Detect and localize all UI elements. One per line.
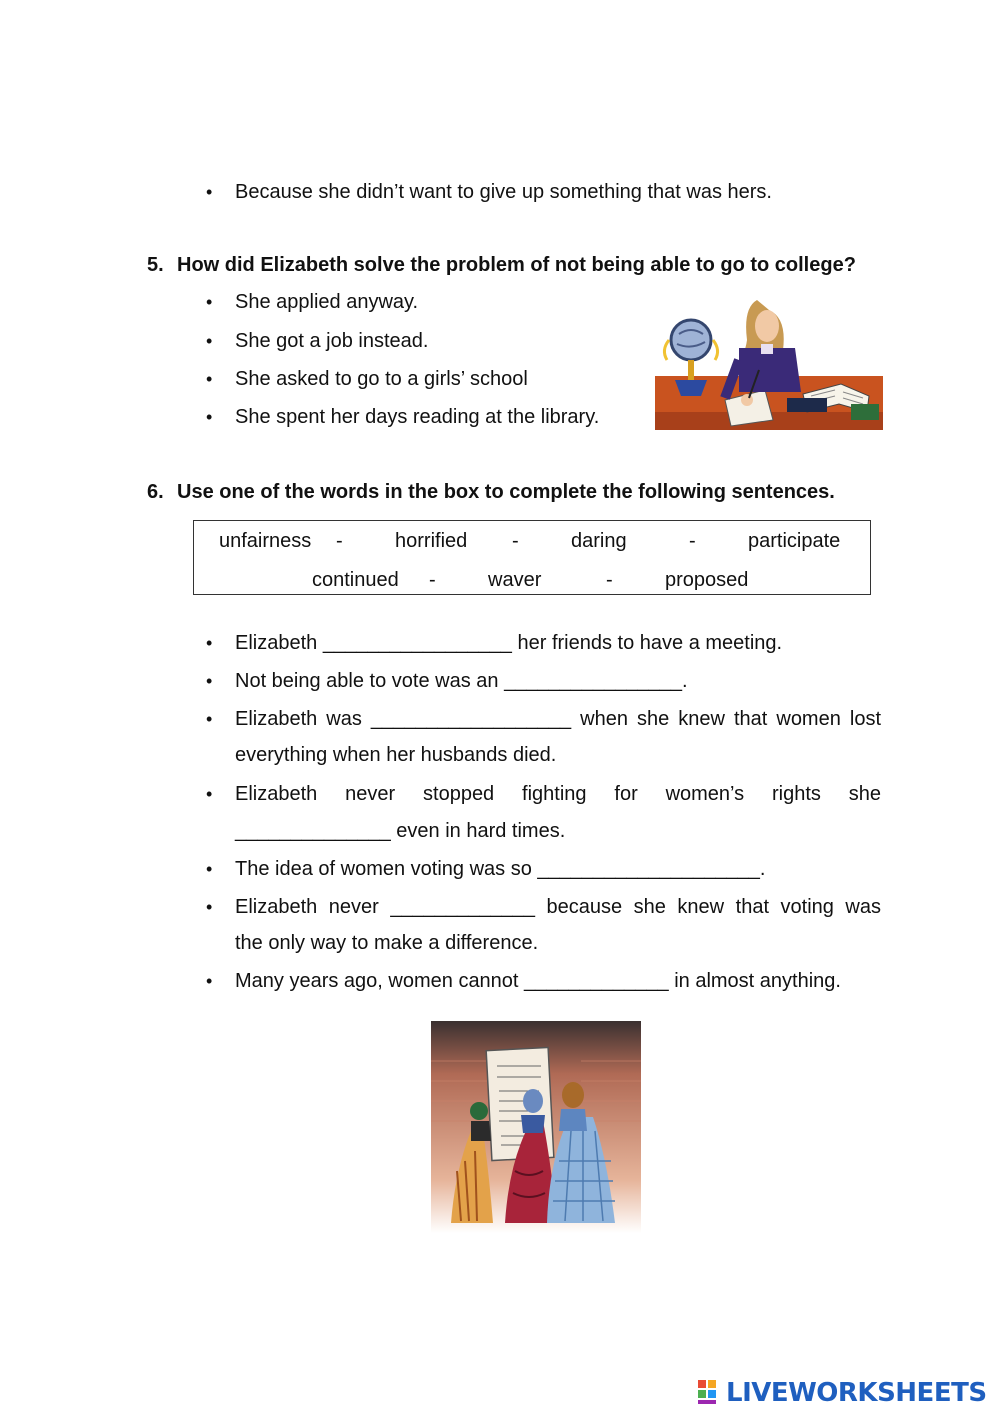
- q5-question: How did Elizabeth solve the problem of not being able to go to college?: [177, 254, 856, 276]
- word-waver: waver: [488, 569, 542, 591]
- sentence-4-line-1: • Elizabeth never stopped fighting for women’s rights she: [235, 783, 881, 805]
- word-horrified: horrified: [395, 530, 468, 552]
- word-separator: -: [429, 569, 436, 591]
- sentence-6-line-1: • Elizabeth never _____________ because she knew that voting was: [235, 896, 881, 918]
- sentence-7[interactable]: • Many years ago, women cannot _____________ in almost anything.: [235, 969, 841, 993]
- liveworksheets-logo: [698, 1378, 987, 1408]
- word-separator: -: [689, 530, 696, 552]
- liveworksheets-icon: [698, 1380, 726, 1406]
- word-box: [193, 520, 871, 595]
- elizabeth-desk-illustration: [655, 300, 885, 432]
- sentence-2[interactable]: • Not being able to vote was an ________________.: [235, 669, 688, 693]
- sentence-3-line-1: • Elizabeth was __________________ when she knew that women lost: [235, 708, 881, 730]
- word-unfairness: unfairness: [219, 530, 312, 552]
- q5-number: 5.: [147, 254, 164, 276]
- word-continued: continued: [312, 569, 399, 591]
- q5-option-3[interactable]: • She asked to go to a girls’ school: [235, 367, 528, 391]
- sentence-3[interactable]: [235, 707, 881, 731]
- q5-option-1[interactable]: • She applied anyway.: [235, 290, 418, 314]
- word-daring: daring: [571, 530, 627, 552]
- q6-question: Use one of the words in the box to complete the following sentences.: [177, 481, 835, 503]
- word-proposed: proposed: [665, 569, 749, 591]
- sentence-6[interactable]: [235, 895, 881, 919]
- word-separator: -: [336, 530, 343, 552]
- womens-rights-convention-illustration: [431, 1021, 641, 1233]
- sentence-3-line-2: everything when her husbands died.: [235, 744, 557, 766]
- q4-option-4: • Because she didn’t want to give up something that was hers.: [235, 180, 772, 204]
- sentence-5[interactable]: • The idea of women voting was so ____________________.: [235, 857, 765, 881]
- word-separator: -: [512, 530, 519, 552]
- q5-option-4[interactable]: • She spent her days reading at the library.: [235, 405, 599, 429]
- word-separator: -: [606, 569, 613, 591]
- q6-number: 6.: [147, 481, 164, 503]
- sentence-1[interactable]: • Elizabeth _________________ her friends to have a meeting.: [235, 631, 782, 655]
- sentence-4-line-2: ______________ even in hard times.: [235, 820, 566, 842]
- brand-name: LIVEWORKSHEETS: [726, 1378, 987, 1408]
- sentence-6-line-2: the only way to make a difference.: [235, 932, 539, 954]
- q5-option-2[interactable]: • She got a job instead.: [235, 329, 428, 353]
- word-participate: participate: [748, 530, 841, 552]
- sentence-4[interactable]: [235, 782, 881, 806]
